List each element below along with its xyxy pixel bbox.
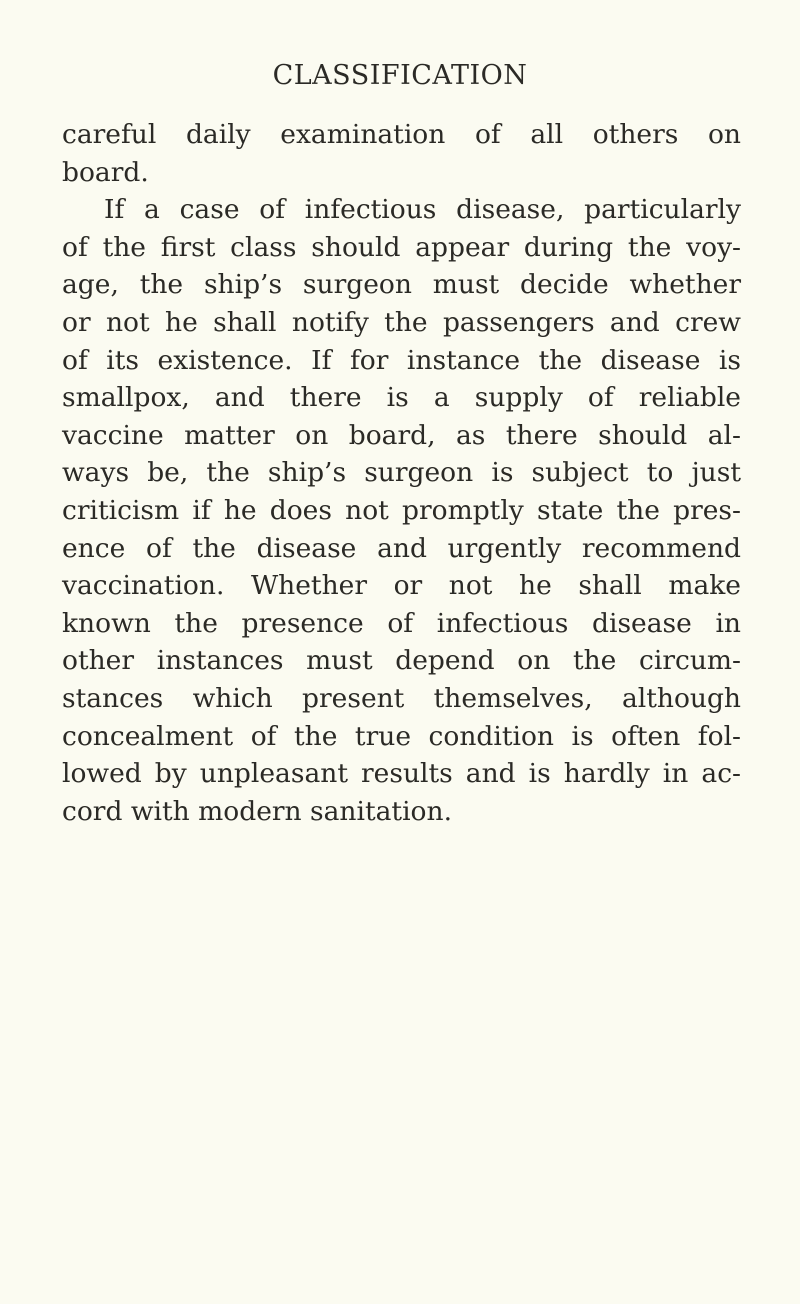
text-line: ence of the disease and urgently recommend — [62, 532, 741, 564]
text-line: careful daily examination of all others on — [62, 119, 741, 150]
text-line: concealment of the true condition is often fol- — [62, 720, 741, 752]
text-line: other instances must depend on the circum- — [62, 645, 741, 677]
text-line: of its existence. If for instance the disease is — [62, 344, 741, 376]
running-head: CLASSIFICATION — [272, 60, 528, 91]
text-line: smallpox, and there is a supply of reliable — [62, 382, 741, 414]
body-text — [62, 116, 741, 830]
text-line: lowed by unpleasant results and is hardly in ac- — [62, 758, 741, 790]
text-line: vaccination. Whether or not he shall make — [62, 570, 741, 602]
text-line: board. — [62, 156, 149, 188]
text-line: or not he shall notify the passengers and crew — [62, 306, 741, 338]
text-line: known the presence of infectious disease in — [62, 607, 741, 639]
text-line: cord with modern sanitation. — [62, 795, 452, 827]
text-line: ways be, the ship’s surgeon is subject to just — [62, 457, 741, 489]
text-line: of the first class should appear during the voy- — [62, 231, 741, 263]
text-line: criticism if he does not promptly state the pres- — [62, 494, 741, 526]
text-line: stances which present themselves, although — [62, 682, 741, 714]
text-line: age, the ship’s surgeon must decide whether — [62, 269, 741, 301]
text-line: If a case of infectious disease, particularly — [104, 194, 741, 226]
text-line: vaccine matter on board, as there should al- — [62, 419, 741, 451]
